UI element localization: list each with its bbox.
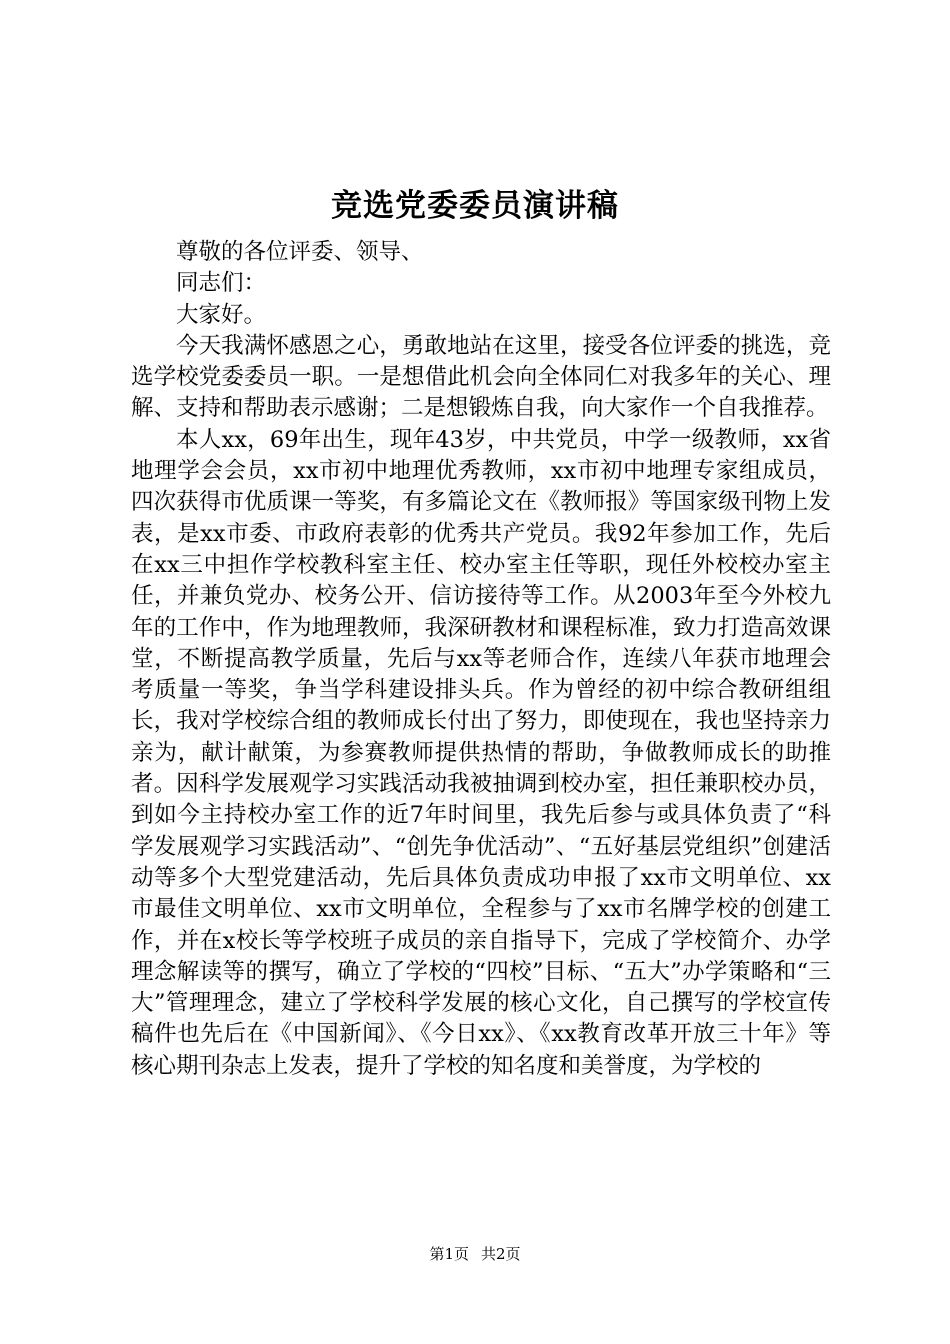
page-number: 第1页 (429, 1245, 469, 1263)
intro-paragraph: 今天我满怀感恩之心，勇敢地站在这里，接受各位评委的挑选，竞选学校党委委员一职。一是想借此机会向全体同仁对我多年的关心、理解、支持和帮助表示感谢；二是想锻炼自我，向大家作一个自我推荐。 (131, 332, 831, 422)
document-title: 竞选党委委员演讲稿 (331, 188, 619, 224)
page-footer (0, 1244, 950, 1264)
self-introduction-paragraph: 本人xx，69年出生，现年43岁，中共党员，中学一级教师，xx省地理学会会员，xx市初中地理优秀教师，xx市初中地理专家组成员，四次获得市优质课一等奖，有多篇论文在《教师报》等国家级刊物上发表，是xx市委、市政府表彰的优秀共产党员。我92年参加工作，先后在xx三中担作学校教科室主任、校办室主任等职，现任外校校办室主任，并兼负党办、校务公开、信访接待等工作。从2003年至今外校九年的工作中，作为地理教师，我深研教材和课程标准，致力打造高效课堂，不断提高教学质量，先后与xx等老师合作，连续八年获市地理会考质量一等奖，争当学科建设排头兵。作为曾经的初中综合教研组组长，我对学校综合组的教师成长付出了努力，即使现在，我也坚持亲力亲为，献计献策，为参赛教师提供热情的帮助，争做教师成长的助推者。因科学发展观学习实践活动我被抽调到校办室，担任兼职校办员，到如今主持校办室工作的近7年时间里，我先后参与或具体负责了“科学发展观学习实践活动”、“创先争优活动”、“五好基层党组织”创建活动等多个大型党建活动，先后具体负责成功申报了xx市文明单位、xx市最佳文明单位、xx市文明单位，全程参与了xx市名牌学校的创建工作，并在x校长等学校班子成员的亲自指导下，完成了学校简介、办学理念解读等的撰写，确立了学校的“四校”目标、“五大”办学策略和“三大”管理理念，建立了学校科学发展的核心文化，自己撰写的学校宣传稿件也先后在《中国新闻》、《今日xx》、《xx教育改革开放三十年》等核心期刊杂志上发表，提升了学校的知名度和美誉度，为学校的 (131, 426, 831, 1079)
page-total: 共2页 (481, 1245, 521, 1263)
document-body (131, 237, 831, 1082)
salutation-line-2: 同志们： (176, 270, 267, 297)
salutation-line-1: 尊敬的各位评委、领导、 (176, 239, 424, 265)
greeting-line: 大家好。 (176, 301, 267, 328)
